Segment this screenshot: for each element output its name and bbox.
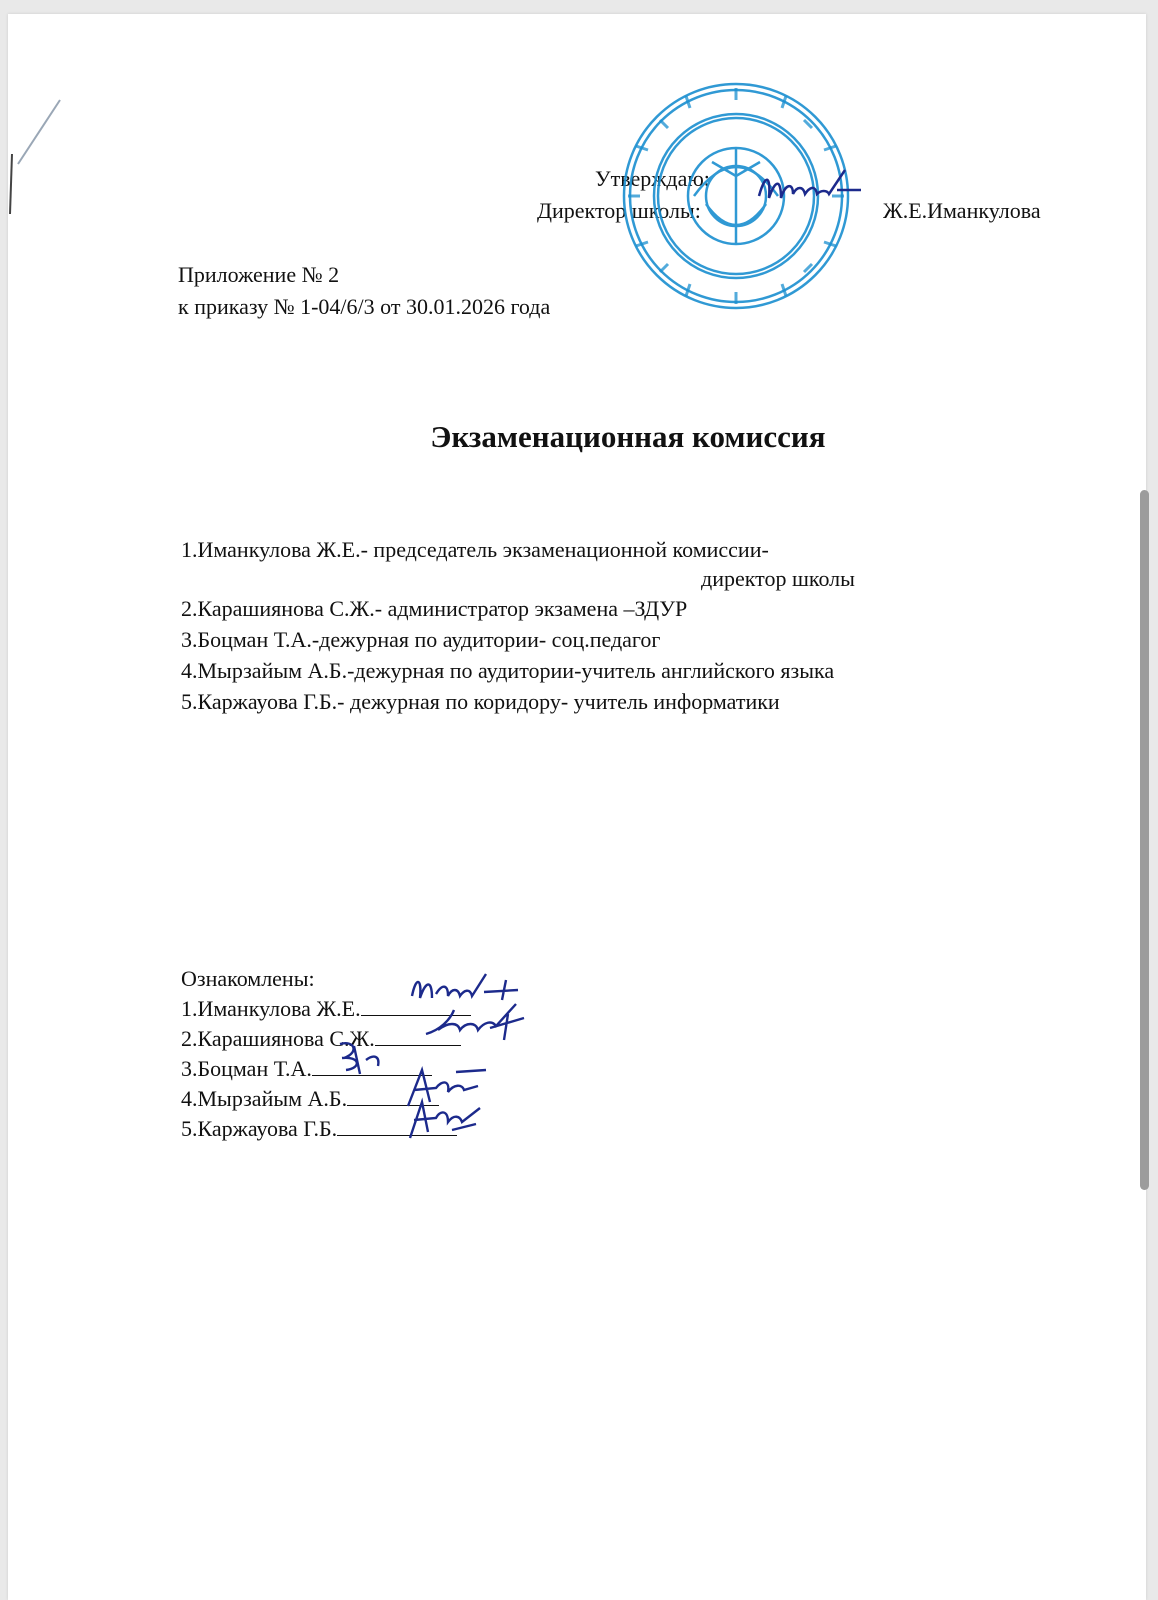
director-label: Директор школы: xyxy=(537,198,701,223)
approve-label: Утверждаю: xyxy=(595,166,710,191)
edge-mark xyxy=(8,94,78,214)
member-1: 1.Иманкулова Ж.Е.- председатель экзаменационной комиссии- xyxy=(181,537,769,562)
signature-icon xyxy=(420,1000,532,1044)
member-5: 5.Каржауова Г.Б.- дежурная по коридору- учитель информатики xyxy=(181,689,780,714)
document-page xyxy=(8,14,1146,1600)
ack-name-3: 3.Боцман Т.А. xyxy=(181,1056,312,1081)
signature-icon xyxy=(396,1094,492,1144)
ack-name-1: 1.Иманкулова Ж.Е. xyxy=(181,996,361,1021)
signature-icon xyxy=(330,1034,400,1078)
acknowledged-heading: Ознакомлены: xyxy=(181,966,315,991)
document-title: Экзаменационная комиссия xyxy=(430,419,826,454)
ack-name-5: 5.Каржауова Г.Б. xyxy=(181,1116,338,1141)
director-signature-icon xyxy=(753,164,873,214)
vertical-scrollbar[interactable] xyxy=(1140,490,1149,1190)
member-4: 4.Мырзайым А.Б.-дежурная по аудитории-учитель английского языка xyxy=(181,658,835,683)
member-3: 3.Боцман Т.А.-дежурная по аудитории- соц.педагог xyxy=(181,627,661,652)
order-reference: к приказу № 1-04/6/3 от 30.01.2026 года xyxy=(178,294,551,319)
director-name: Ж.Е.Иманкулова xyxy=(883,198,1041,223)
ack-name-2: 2.Карашиянова С.Ж. xyxy=(181,1026,375,1051)
member-2: 2.Карашиянова С.Ж.- администратор экзамена –ЗДУР xyxy=(181,596,688,621)
ack-name-4: 4.Мырзайым А.Б. xyxy=(181,1086,348,1111)
annex-number: Приложение № 2 xyxy=(178,262,340,287)
commission-members-list xyxy=(181,534,855,717)
member-1-role: директор школы xyxy=(701,566,855,591)
